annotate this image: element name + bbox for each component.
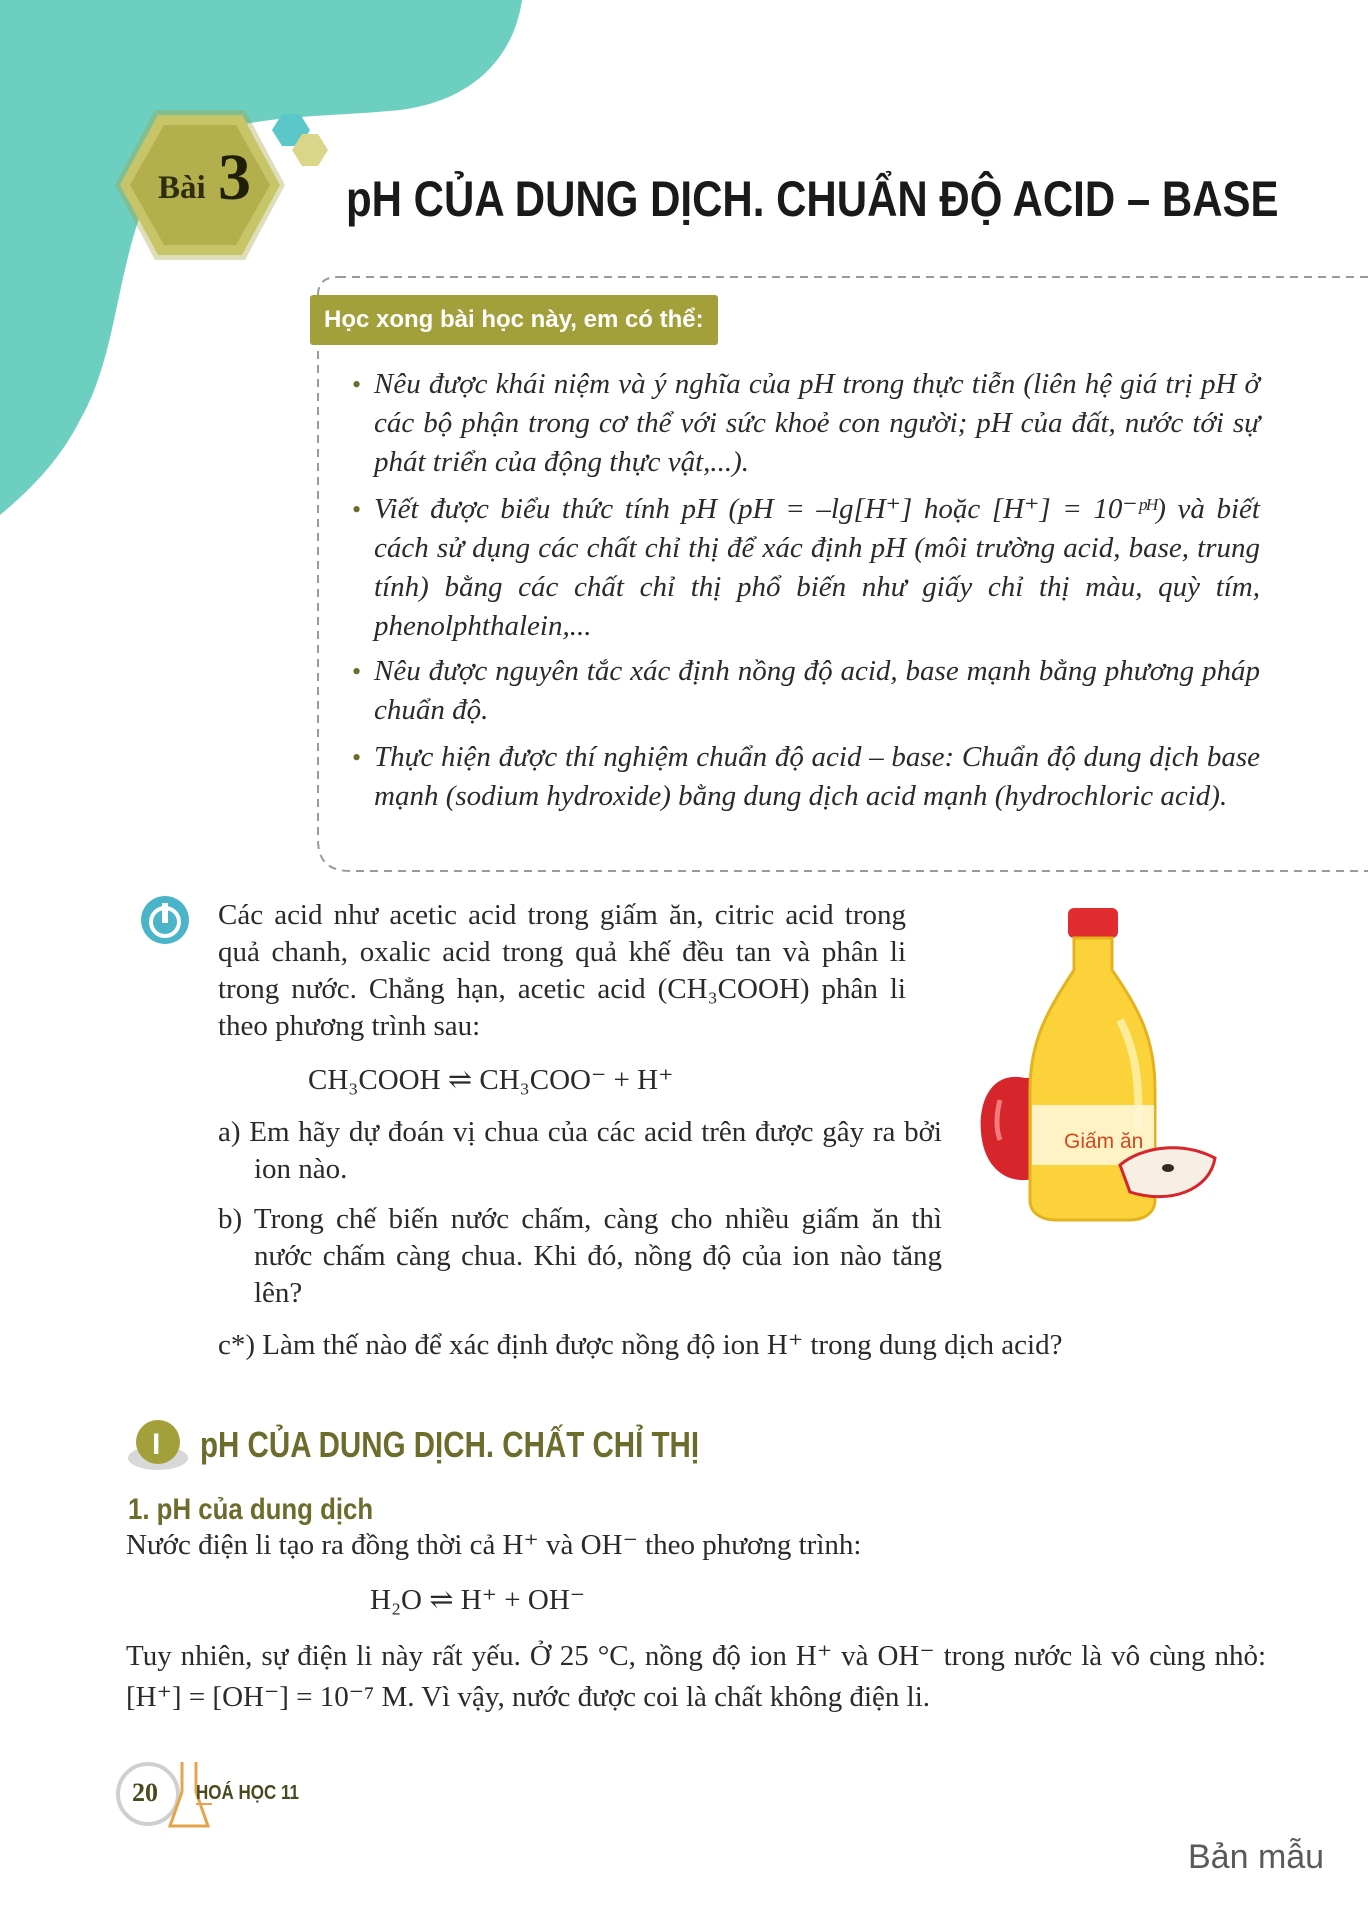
bullet-icon: • xyxy=(352,495,362,524)
intro-equation: CH₃COOH ⇌ CH₃COO⁻ + H⁺ xyxy=(308,1064,674,1096)
bullet-icon: • xyxy=(352,743,362,772)
section-title: pH CỦA DUNG DỊCH. CHẤT CHỈ THỊ xyxy=(200,1424,700,1465)
start-activity-icon xyxy=(138,893,192,947)
lesson-title: pH CỦA DUNG DỊCH. CHUẨN ĐỘ ACID – BASE xyxy=(346,171,1279,227)
objective-item: • Viết được biểu thức tính pH (pH = –lg[H⁺] hoặc [H⁺] = 10⁻ᵖᴴ) và biết cách sử dụng các chất chỉ thị để xác định pH (môi trường acid, base, trung tính) bằng các chất chỉ thị phổ biến như giấy chỉ thị màu, quỳ tím, phenolphthalein,... xyxy=(374,490,1260,646)
vinegar-bottle-illustration xyxy=(970,900,1230,1230)
lesson-number: 3 xyxy=(218,141,251,214)
objective-item: • Thực hiện được thí nghiệm chuẩn độ acid – base: Chuẩn độ dung dịch base mạnh (sodium hydroxide) bằng dung dịch acid mạnh (hydrochloric acid). xyxy=(374,738,1260,816)
watermark-label: Bản mẫu xyxy=(1188,1838,1325,1876)
bottle-label: Giấm ăn xyxy=(1064,1130,1144,1153)
section-number: I xyxy=(152,1428,161,1461)
section-equation: H₂O ⇌ H⁺ + OH⁻ xyxy=(370,1584,586,1616)
book-title: HOÁ HỌC 11 xyxy=(196,1782,299,1804)
bullet-icon: • xyxy=(352,370,362,399)
section-paragraph: Tuy nhiên, sự điện li này rất yếu. Ở 25 °C, nồng độ ion H⁺ và OH⁻ trong nước là vô cùng nhỏ: [H⁺] = [OH⁻] = 10⁻⁷ M. Vì vậy, nước được coi là chất không điện li. xyxy=(126,1640,1266,1713)
section-line: Nước điện li tạo ra đồng thời cả H⁺ và OH⁻ theo phương trình: xyxy=(126,1529,862,1561)
small-hexagon-icon xyxy=(262,112,332,172)
question-b: b) Trong chế biến nước chấm, càng cho nhiều giấm ăn thì nước chấm càng chua. Khi đó, nồng độ của ion nào tăng lên? xyxy=(218,1203,942,1309)
bullet-icon: • xyxy=(352,657,362,686)
objective-item: • Nêu được khái niệm và ý nghĩa của pH trong thực tiễn (liên hệ giá trị pH ở các bộ phận trong cơ thể với sức khoẻ con người; pH của đất, nước tới sự phát triển của động thực vật,...). xyxy=(374,365,1260,482)
objectives-tag: Học xong bài học này, em có thể: xyxy=(310,295,718,345)
question-c: c*) Làm thế nào để xác định được nồng độ ion H⁺ trong dung dịch acid? xyxy=(218,1329,1063,1361)
question-a: a) Em hãy dự đoán vị chua của các acid trên được gây ra bởi ion nào. xyxy=(218,1116,942,1185)
page-number: 20 xyxy=(132,1778,158,1807)
intro-paragraph: Các acid như acetic acid trong giấm ăn, citric acid trong quả chanh, oxalic acid trong quả khế đều tan và phân li trong nước. Chẳng hạn, acetic acid (CH₃COOH) phân li theo phương trình sau: xyxy=(218,899,906,1042)
subsection-title: 1. pH của dung dịch xyxy=(128,1493,374,1526)
lesson-label: Bài xyxy=(158,170,206,206)
objective-item: • Nêu được nguyên tắc xác định nồng độ acid, base mạnh bằng phương pháp chuẩn độ. xyxy=(374,652,1260,730)
